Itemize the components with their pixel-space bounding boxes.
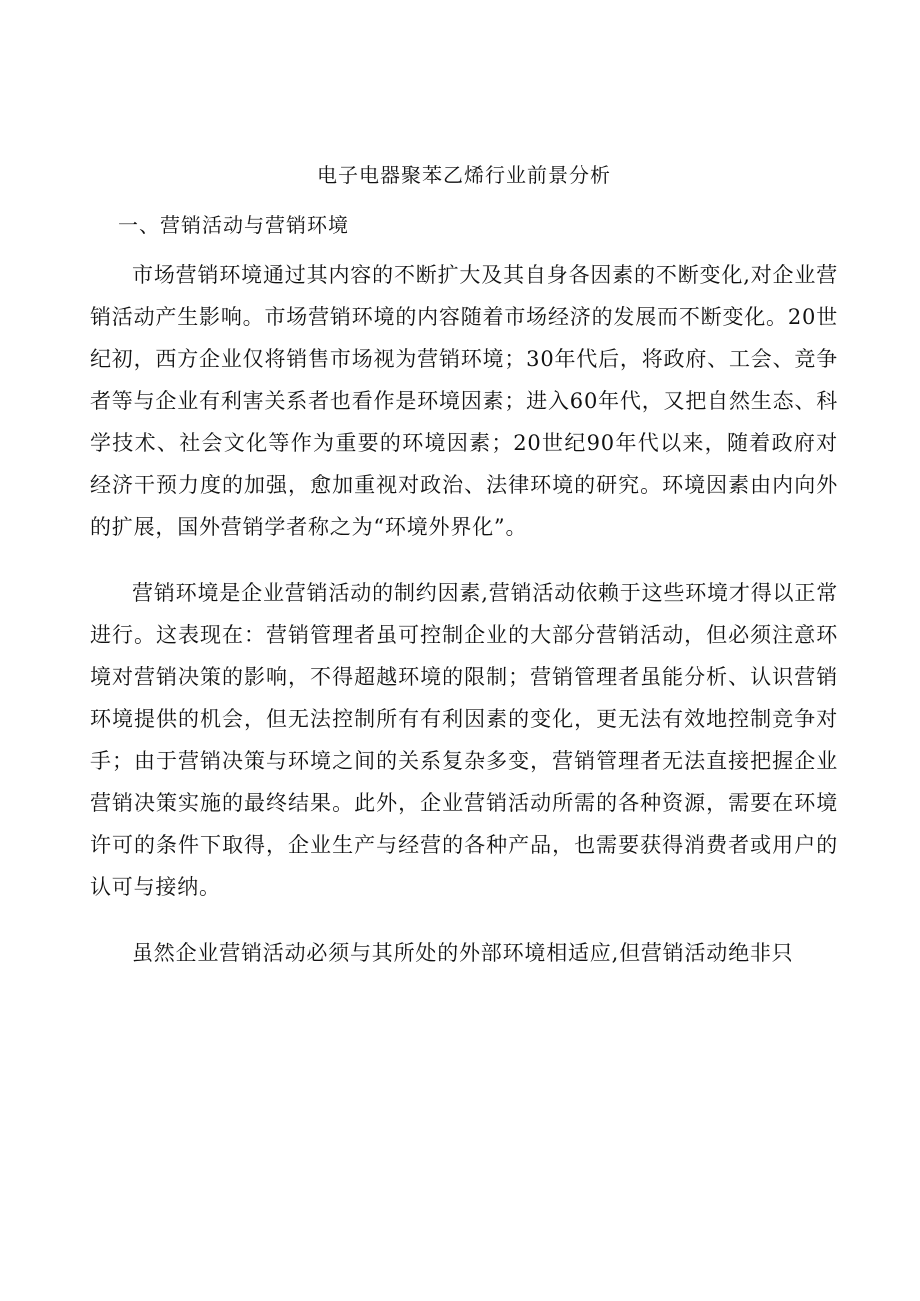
section-heading: 一、营销活动与营销环境: [118, 213, 349, 237]
paragraph-1: 市场营销环境通过其内容的不断扩大及其自身各因素的不断变化,对企业营销活动产生影响。市场营销环境的内容随着市场经济的发展而不断变化。20世纪初，西方企业仅将销售市场视为营销环境；30年代后，将政府、工会、竞争者等与企业有利害关系者也看作是环境因素；进入60年代，又把自然生态、科学技术、社会文化等作为重要的环境因素；20世纪90年代以来，随着政府对经济干预力度的加强，愈加重视对政治、法律环境的研究。环境因素由内向外的扩展，国外营销学者称之为“环境外界化”。: [90, 263, 838, 539]
document-body: [90, 160, 838, 998]
document-title: 电子电器聚苯乙烯行业前景分析: [317, 163, 611, 187]
paragraph-3: 虽然企业营销活动必须与其所处的外部环境相适应,但营销活动绝非只: [132, 941, 794, 965]
paragraph-2: 营销环境是企业营销活动的制约因素,营销活动依赖于这些环境才得以正常进行。这表现在：营销管理者虽可控制企业的大部分营销活动，但必须注意环境对营销决策的影响，不得超越环境的限制；营销管理者虽能分析、认识营销环境提供的机会，但无法控制所有有利因素的变化，更无法有效地控制竞争对手；由于营销决策与环境之间的关系复杂多变，营销管理者无法直接把握企业营销决策实施的最终结果。此外，企业营销活动所需的各种资源，需要在环境许可的条件下取得，企业生产与经营的各种产品，也需要获得消费者或用户的认可与接纳。: [90, 581, 838, 899]
